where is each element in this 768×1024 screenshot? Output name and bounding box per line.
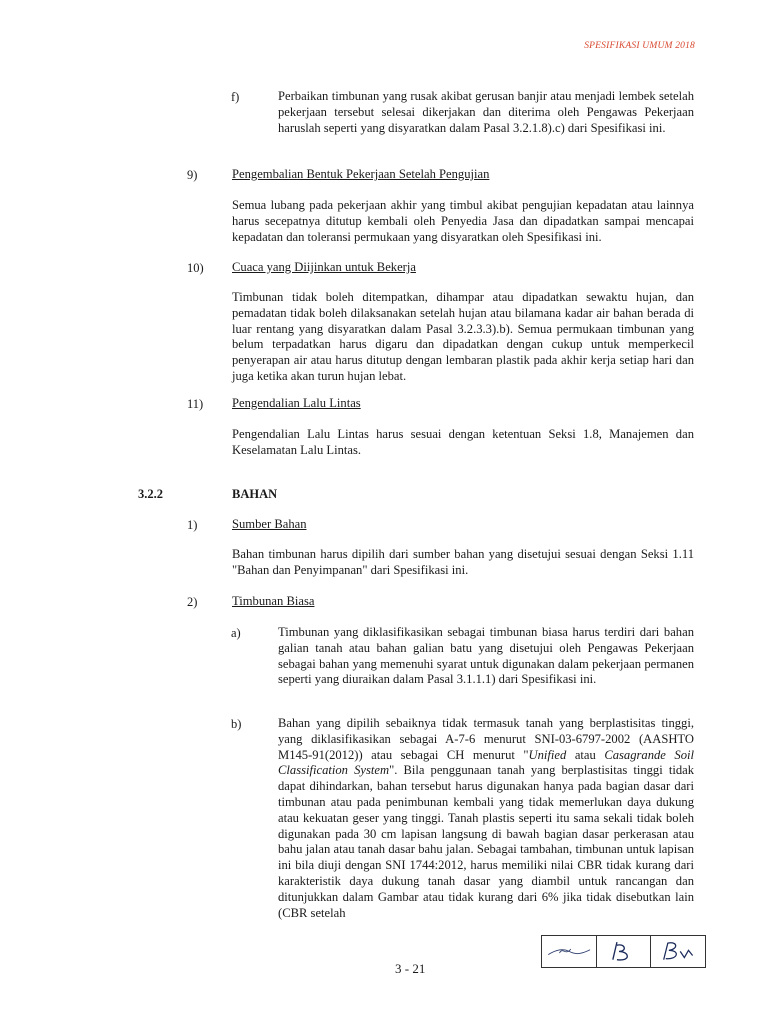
item-f-marker: f) xyxy=(231,90,240,104)
unified-term: Unified xyxy=(528,747,567,762)
item-10-text: Timbunan tidak boleh ditempatkan, dihampar atau dipadatkan sewaktu hujan, dan pemadatan tidak boleh dilaksanakan setelah hujan atau bilamana kadar air bahan berada di luar rentang yang disyaratkan dalam Pasal 3.2.3.3).b). Semua permukaan timbunan yang belum terpadatkan harus digaru dan dipadatkan dengan cukup untuk memperkecil penyerapan air atau harus ditutup dengan lembaran plastik pada akhir kerja setiap hari dan juga ketika akan turun hujan lebat. xyxy=(232,290,694,383)
sub-2-heading: Timbunan Biasa xyxy=(232,594,315,608)
signature-1-icon xyxy=(545,939,593,964)
running-header: SPESIFIKASI UMUM 2018 xyxy=(584,41,695,51)
paraf-cell-3 xyxy=(650,936,705,967)
item-9-heading: Pengembalian Bentuk Pekerjaan Setelah Pengujian xyxy=(232,167,490,181)
sub-1-marker: 1) xyxy=(187,518,198,532)
section-number: 3.2.2 xyxy=(138,487,163,501)
signature-2-icon xyxy=(599,939,647,964)
item-11-marker: 11) xyxy=(187,397,204,411)
paraf-cell-1 xyxy=(542,936,596,967)
item-11-text: Pengendalian Lalu Lintas harus sesuai dengan ketentuan Seksi 1.8, Manajemen dan Keselamatan Lalu Lintas. xyxy=(232,427,694,457)
page-number: 3 - 21 xyxy=(395,961,426,976)
section-title: BAHAN xyxy=(232,487,278,501)
item-f-text: Perbaikan timbunan yang rusak akibat gerusan banjir atau menjadi lembek setelah pekerjaan tersebut selesai dikerjakan dan diterima oleh Pengawas Pekerjaan haruslah seperti yang disyaratkan dalam Pasal 3.2.1.8).c) dari Spesifikasi ini. xyxy=(278,89,694,135)
item-9-marker: 9) xyxy=(187,168,198,182)
paraf-cell-2 xyxy=(596,936,651,967)
sub-1-heading: Sumber Bahan xyxy=(232,517,307,531)
item-10-marker: 10) xyxy=(187,261,204,275)
sub-2-item-a-text: Timbunan yang diklasifikasikan sebagai timbunan biasa harus terdiri dari bahan galian tanah atau bahan galian batu yang disetujui oleh Pengawas Pekerjaan sebagai bahan yang memenuhi syarat untuk digunakan dalam pekerjaan permanen seperti yang diuraikan dalam Pasal 3.1.1.1) dari Spesifikasi ini. xyxy=(278,625,694,687)
sub-2-item-b-text: Bahan yang dipilih sebaiknya tidak termasuk tanah yang berplastisitas tinggi, yang diklasifikasikan sebagai A-7-6 menurut SNI-03-6797-2002 (AASHTO M145-91(2012)) atau sebagai CH menurut "Unified atau Casagrande Soil Classification System". Bila penggunaan tanah yang berplastisitas tinggi tidak dapat dihindarkan, bahan tersebut harus digunakan hanya pada bagian dasar dari timbunan atau pada penimbunan kembali yang tidak memerlukan daya dukung atau kekuatan geser yang tinggi. Tanah plastis seperti itu sama sekali tidak boleh digunakan pada 30 cm lapisan langsung di bawah bagian dasar perkerasan atau bahu jalan atau tanah dasar bahu jalan. Sebagai tambahan, timbunan untuk lapisan ini bila diuji dengan SNI 1744:2012, harus memiliki nilai CBR tidak kurang dari karakteristik daya dukung tanah dasar yang diambil untuk rancangan dan ditunjukkan dalam Gambar atau tidak kurang dari 6% jika tidak disebutkan lain (CBR setelah xyxy=(278,716,695,920)
item-9-text: Semua lubang pada pekerjaan akhir yang timbul akibat pengujian kepadatan atau lainnya harus secepatnya ditutup kembali oleh Penyedia Jasa dan dipadatkan sampai mencapai kepadatan dan toleransi permukaan yang disyaratkan oleh Spesifikasi ini. xyxy=(232,198,694,244)
item-11-heading: Pengendalian Lalu Lintas xyxy=(232,396,361,410)
signature-3-icon xyxy=(654,939,702,964)
item-10-heading: Cuaca yang Diijinkan untuk Bekerja xyxy=(232,260,416,274)
paraf-box xyxy=(541,935,706,968)
sub-2-item-b-marker: b) xyxy=(231,717,242,731)
sub-1-text: Bahan timbunan harus dipilih dari sumber bahan yang disetujui sesuai dengan Seksi 1.11 "Bahan dan Penyimpanan" dari Spesifikasi ini. xyxy=(232,547,694,577)
sub-2-marker: 2) xyxy=(187,595,198,609)
sub-2-item-a-marker: a) xyxy=(231,626,241,640)
casagrande-term: Casagrande Soil Classification System xyxy=(278,747,694,778)
